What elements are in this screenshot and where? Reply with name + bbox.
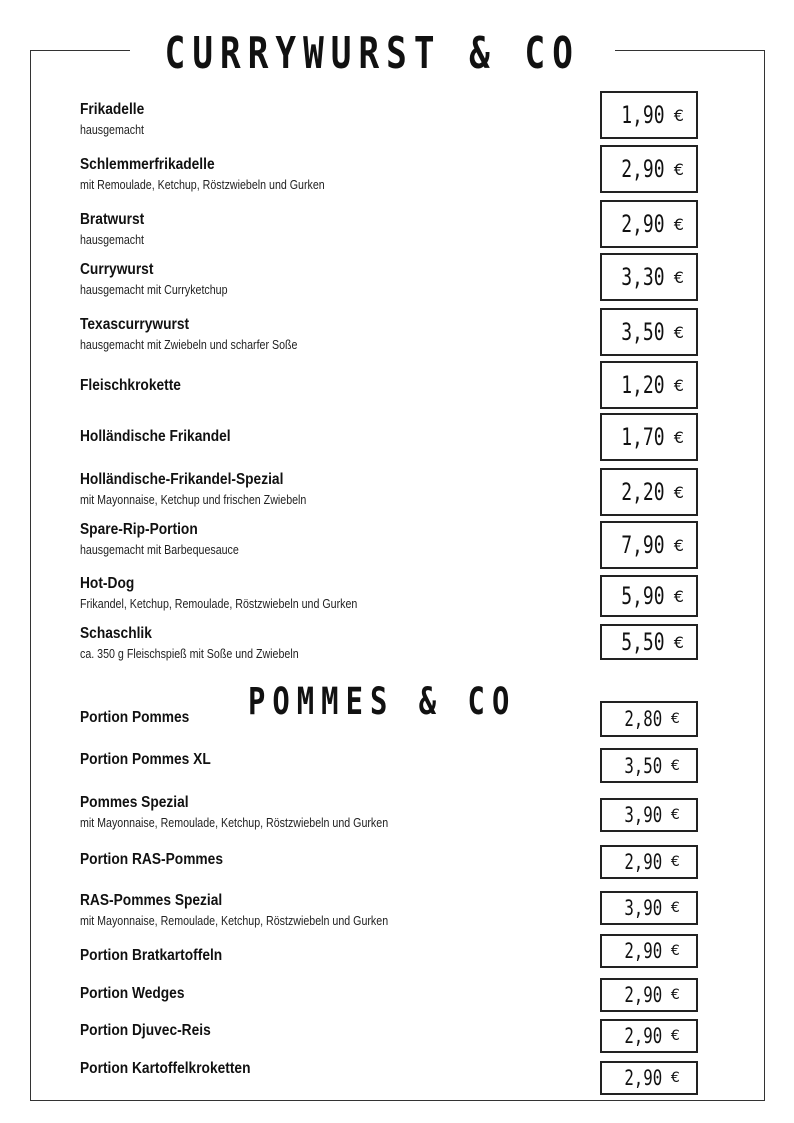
currency-symbol: € xyxy=(670,757,680,774)
pommes-item xyxy=(80,1059,580,1078)
price-amount: 3,90 xyxy=(624,896,663,920)
pommes-item xyxy=(80,793,580,831)
price-box xyxy=(600,845,698,879)
pommes-item xyxy=(80,891,580,929)
price-amount: 3,50 xyxy=(621,318,665,346)
item-name: Schaschlik xyxy=(80,625,152,642)
item-description: Frikandel, Ketchup, Remoulade, Röstzwiebeln und Gurken xyxy=(80,596,358,611)
currency-symbol: € xyxy=(670,1028,680,1044)
item-name: Portion RAS-Pommes xyxy=(80,851,223,868)
price-box xyxy=(600,253,698,301)
price-box xyxy=(600,1061,698,1095)
price-box xyxy=(600,798,698,832)
price-amount: 5,90 xyxy=(621,582,665,610)
currywurst-item xyxy=(80,260,580,298)
currency-symbol: € xyxy=(673,214,684,234)
currency-symbol: € xyxy=(670,711,680,727)
price-box xyxy=(600,361,698,409)
item-description: hausgemacht mit Zwiebeln und scharfer Soße xyxy=(80,337,298,352)
currywurst-item xyxy=(80,470,580,508)
section-title-pommes: POMMES & CO xyxy=(248,680,517,723)
price-box xyxy=(600,575,698,617)
price-box xyxy=(600,1019,698,1053)
price-box xyxy=(600,934,698,968)
price-amount: 2,90 xyxy=(624,983,663,1007)
currywurst-item xyxy=(80,155,580,193)
currywurst-item xyxy=(80,427,580,446)
currywurst-item xyxy=(80,376,580,395)
currywurst-item xyxy=(80,574,580,612)
item-name: Currywurst xyxy=(80,261,154,278)
currywurst-item xyxy=(80,100,580,138)
currency-symbol: € xyxy=(673,159,684,179)
item-name: Pommes Spezial xyxy=(80,794,189,811)
item-description: hausgemacht mit Curryketchup xyxy=(80,282,228,297)
item-description: hausgemacht xyxy=(80,232,145,247)
item-description: hausgemacht mit Barbequesauce xyxy=(80,542,239,557)
item-name: Schlemmerfrikadelle xyxy=(80,156,215,173)
price-box xyxy=(600,413,698,461)
price-box xyxy=(600,91,698,139)
price-amount: 5,50 xyxy=(621,628,665,656)
currency-symbol: € xyxy=(673,105,684,125)
price-amount: 3,50 xyxy=(624,753,663,778)
pommes-item xyxy=(80,708,580,727)
item-name: Bratwurst xyxy=(80,211,145,228)
price-amount: 2,90 xyxy=(624,850,663,874)
price-box xyxy=(600,978,698,1012)
currency-symbol: € xyxy=(673,535,684,555)
pommes-item xyxy=(80,946,580,965)
currency-symbol: € xyxy=(670,943,680,959)
item-name: Frikadelle xyxy=(80,101,145,118)
price-amount: 2,90 xyxy=(624,1024,663,1048)
item-name: Holländische-Frikandel-Spezial xyxy=(80,471,284,488)
item-name: Portion Kartoffelkroketten xyxy=(80,1060,251,1077)
currywurst-item xyxy=(80,520,580,558)
item-name: RAS-Pommes Spezial xyxy=(80,892,223,909)
currency-symbol: € xyxy=(670,854,680,870)
price-box xyxy=(600,701,698,737)
currency-symbol: € xyxy=(670,900,680,916)
item-name: Hot-Dog xyxy=(80,575,135,592)
price-box xyxy=(600,468,698,516)
price-box xyxy=(600,200,698,248)
price-amount: 3,90 xyxy=(624,803,663,827)
price-amount: 2,80 xyxy=(624,707,663,731)
price-amount: 1,70 xyxy=(621,423,665,451)
price-amount: 3,30 xyxy=(621,263,665,291)
pommes-item xyxy=(80,1021,580,1040)
item-name: Spare-Rip-Portion xyxy=(80,521,198,538)
item-name: Portion Pommes XL xyxy=(80,751,211,768)
item-description: mit Mayonnaise, Ketchup und frischen Zwiebeln xyxy=(80,492,307,507)
price-amount: 2,90 xyxy=(624,939,663,963)
currency-symbol: € xyxy=(673,427,684,447)
price-amount: 2,90 xyxy=(624,1066,663,1090)
price-amount: 1,20 xyxy=(621,371,665,399)
currency-symbol: € xyxy=(673,375,684,395)
price-box xyxy=(600,891,698,925)
currency-symbol: € xyxy=(673,322,684,342)
currywurst-item xyxy=(80,315,580,353)
item-name: Portion Djuvec-Reis xyxy=(80,1022,211,1039)
currywurst-item xyxy=(80,210,580,248)
pommes-item xyxy=(80,750,580,769)
currency-symbol: € xyxy=(670,807,680,823)
price-box xyxy=(600,521,698,569)
pommes-item xyxy=(80,984,580,1003)
item-description: mit Mayonnaise, Remoulade, Ketchup, Röstzwiebeln und Gurken xyxy=(80,913,389,928)
currency-symbol: € xyxy=(670,987,680,1003)
item-description: mit Remoulade, Ketchup, Röstzwiebeln und Gurken xyxy=(80,177,325,192)
price-amount: 1,90 xyxy=(621,101,665,129)
header-rule-right xyxy=(615,50,764,51)
currency-symbol: € xyxy=(670,1070,680,1086)
currency-symbol: € xyxy=(673,586,684,606)
currywurst-item xyxy=(80,624,580,662)
item-name: Portion Wedges xyxy=(80,985,185,1002)
price-amount: 7,90 xyxy=(621,531,665,559)
price-box xyxy=(600,145,698,193)
item-description: ca. 350 g Fleischspieß mit Soße und Zwiebeln xyxy=(80,646,299,661)
price-amount: 2,20 xyxy=(621,478,665,506)
item-description: mit Mayonnaise, Remoulade, Ketchup, Röstzwiebeln und Gurken xyxy=(80,815,389,830)
item-name: Fleischkrokette xyxy=(80,377,181,394)
pommes-item xyxy=(80,850,580,869)
price-box xyxy=(600,748,698,783)
currency-symbol: € xyxy=(673,267,684,287)
item-name: Texascurrywurst xyxy=(80,316,190,333)
currency-symbol: € xyxy=(673,632,684,652)
price-amount: 2,90 xyxy=(621,210,665,238)
item-name: Portion Bratkartoffeln xyxy=(80,947,223,964)
item-name: Holländische Frikandel xyxy=(80,428,231,445)
item-name: Portion Pommes xyxy=(80,709,190,726)
item-description: hausgemacht xyxy=(80,122,145,137)
price-amount: 2,90 xyxy=(621,155,665,183)
price-box xyxy=(600,308,698,356)
section-title-currywurst: CURRYWURST & CO xyxy=(160,28,585,79)
header-rule-left xyxy=(30,50,130,51)
price-box xyxy=(600,624,698,660)
currency-symbol: € xyxy=(673,482,684,502)
